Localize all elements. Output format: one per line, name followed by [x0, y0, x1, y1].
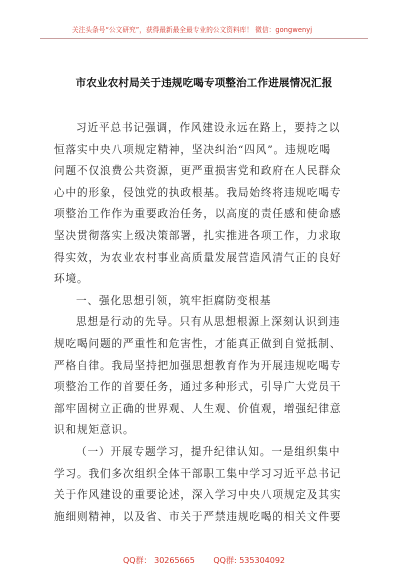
paragraph-line: 环境。 — [54, 273, 89, 286]
subsection-line: （一）开展专题学习，提升纪律认知。一是组织集中 — [76, 445, 341, 458]
paragraph-line: 项整治工作的首要任务，通过多种形式，引导广大党员干 — [54, 381, 342, 394]
paragraph-line: 坚决贯彻落实上级决策部署，扎实推进各项工作，力求取 — [54, 229, 342, 242]
paragraph-line: 部牢固树立正确的世界观、人生观、价值观，增强纪律意 — [54, 402, 342, 415]
paragraph-line: 学习。我们多次组织全体干部职工集中学习习近平总书记 — [54, 467, 342, 480]
paragraph-line: 识和规矩意识。 — [54, 424, 135, 437]
paragraph-line: 心中的形象，侵蚀党的执政根基。我局始终将违规吃喝专 — [54, 186, 342, 199]
footer-qq-group-1: QQ群： 30265665 — [122, 556, 195, 565]
paragraph-line: 严格自律。我局坚持把加强思想教育作为开展违规吃喝专 — [54, 359, 342, 372]
paragraph-line: 问题不仅浪费公共资源，更严重损害党和政府在人民群众 — [54, 165, 342, 178]
paragraph-line: 项整治工作作为重要政治任务，以高度的责任感和使命感 — [54, 208, 342, 221]
paragraph-line: 思想是行动的先导。只有从思想根源上深刻认识到违 — [76, 316, 341, 329]
paragraph-line: 习近平总书记强调，作风建设永远在路上，要持之以 — [76, 122, 341, 134]
header-divider — [40, 38, 368, 39]
paragraph-line: 关于作风建设的重要论述，深入学习中央八项规定及其实 — [54, 489, 342, 502]
paragraph-line: 恒落实中央八项规定精神，坚决纠治“四风”。违规吃喝 — [54, 143, 331, 156]
paragraph-line: 得实效，为农业农村事业高质量发展营造风清气正的良好 — [54, 251, 342, 264]
footer-qq-group-2: QQ群: 535304092 — [213, 556, 286, 565]
section-heading: 一、强化思想引领，筑牢拒腐防变根基 — [76, 294, 272, 307]
paragraph-line: 施细则精神，以及省、市关于严禁违规吃喝的相关文件要 — [54, 510, 342, 523]
document-title: 市农业农村局关于违规吃喝专项整治工作进展情况汇报 — [75, 77, 333, 89]
document-body — [54, 118, 355, 528]
header-banner: 关注头条号“公文研究”，获得最新最全最专业的公文资料库！ 微信：gongwenyj — [72, 26, 313, 34]
footer-contact — [0, 555, 408, 566]
paragraph-line: 规吃喝问题的严重性和危害性，才能真正做到自觉抵制、 — [54, 337, 342, 350]
